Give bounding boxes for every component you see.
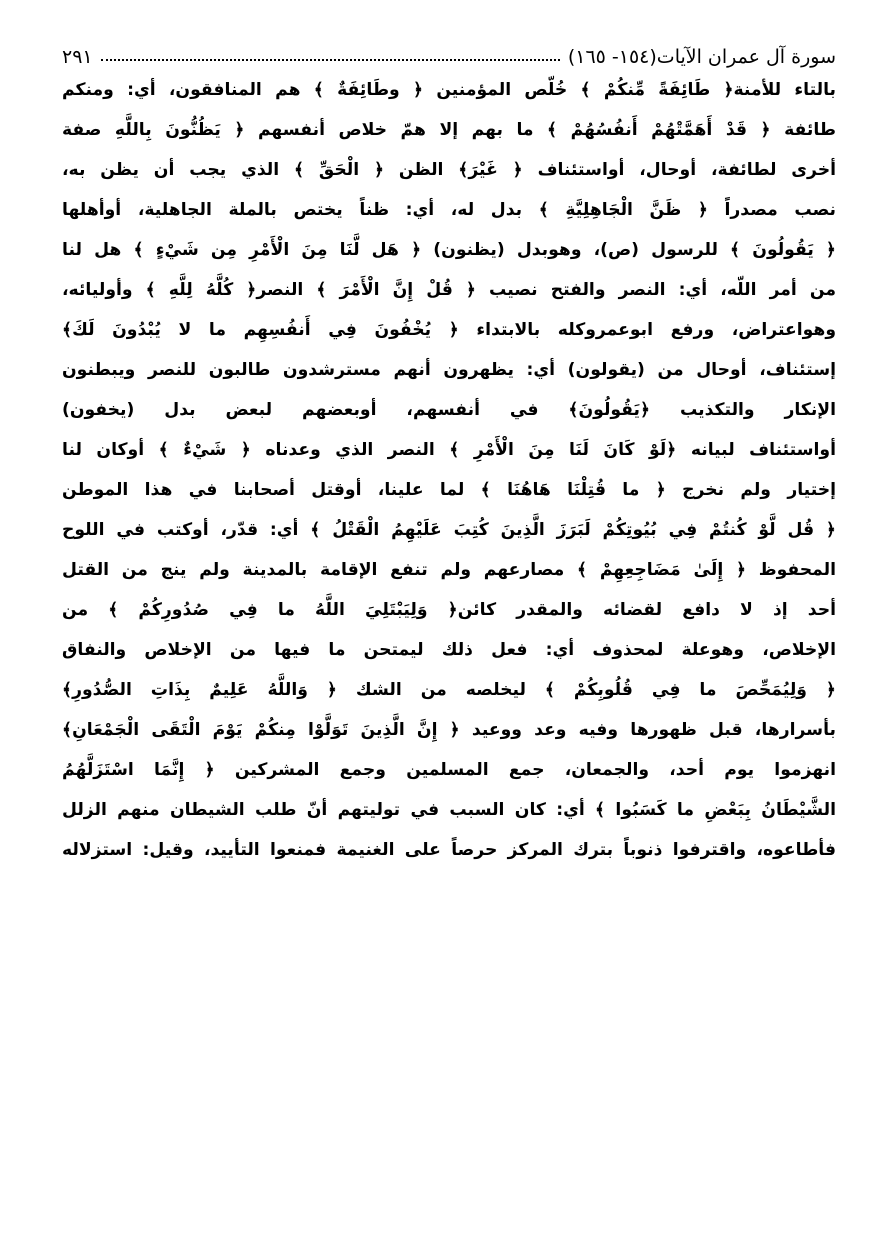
surah-header-title: سورة آل عمران الآيات(١٥٤- ١٦٥) <box>567 46 836 68</box>
text-line: ﴿ قُل لَّوْ كُنتُمْ فِي بُيُوتِكُمْ لَبَرَزَ الَّذِينَ كُتِبَ عَلَيْهِمُ الْقَتْلُ ﴾ أي: قدّر، أوكتب في اللوح <box>62 520 836 540</box>
text-line: إختيار ولم نخرج ﴿ ما قُتِلْنَا هَاهُنَا ﴾ لما علينا، أوقتل أصحابنا في هذا الموطن <box>62 480 836 500</box>
text-line: أواستئناف لبيانه ﴿لَوْ كَانَ لَنَا مِنَ الْأَمْرِ ﴾ النصر الذي وعدناه ﴿ شَيْءٌ ﴾ أوكان لنا <box>62 440 836 460</box>
text-line: بأسرارها، قبل ظهورها وفيه وعد ووعيد ﴿ إِنَّ الَّذِينَ تَوَلَّوْا مِنكُمْ يَوْمَ الْتَقَى الْجَمْعَانِ﴾ <box>62 720 836 740</box>
text-line: نصب مصدراً ﴿ ظَنَّ الْجَاهِلِيَّةِ ﴾ بدل له، أي: ظناً يختص بالملة الجاهلية، أوأهلها <box>62 200 836 220</box>
commentary-text <box>62 70 836 870</box>
text-line: من أمر اللّه، أي: النصر والفتح نصيب ﴿ قُلْ إِنَّ الْأَمْرَ ﴾ النصر﴿ كُلَّهُ لِلَّهِ ﴾ وأوليائه، <box>62 280 836 300</box>
text-line: فأطاعوه، واقترفوا ذنوباً بترك المركز حرصاً على الغنيمة فمنعوا التأييد، وقيل: استزلاله <box>62 840 836 860</box>
text-line: بالتاء للأمنة﴿ طَائِفَةً مِّنكُمْ ﴾ خُلّص المؤمنين ﴿ وطَائِفَةٌ ﴾ هم المنافقون، أي: ومنكم <box>62 80 836 100</box>
text-line: الشَّيْطَانُ بِبَعْضِ ما كَسَبُوا ﴾ أي: كان السبب في توليتهم أنّ طلب الشيطان منهم الزلل <box>62 800 836 820</box>
text-line: طائفة ﴿ قَدْ أَهَمَّتْهُمْ أَنفُسُهُمْ ﴾ ما بهم إلا همّ خلاص أنفسهم ﴿ يَظُنُّونَ بِاللَّهِ صفة <box>62 120 836 140</box>
header-dotted-leader <box>101 58 560 61</box>
page-number: ٢٩١ <box>62 46 93 68</box>
text-line: الإخلاص، وهوعلة لمحذوف أي: فعل ذلك ليمتحن ما فيها من الإخلاص والنفاق <box>62 640 836 660</box>
text-line: إستئناف، أوحال من (يقولون) أي: يظهرون أنهم مسترشدون طالبون للنصر ويبطنون <box>62 360 836 380</box>
text-line: أخرى لطائفة، أوحال، أواستئناف ﴿ غَيْرَ﴾ الظن ﴿ الْحَقِّ ﴾ الذي يجب أن يظن به، <box>62 160 836 180</box>
text-line: انهزموا يوم أحد، والجمعان، جمع المسلمين وجمع المشركين ﴿ إِنَّمَا اسْتَزَلَّهُمُ <box>62 760 836 780</box>
text-line: وهواعتراض، ورفع ابوعمروكله بالابتداء ﴿ يُخْفُونَ فِي أَنفُسِهِم ما لا يُبْدُونَ لَكَ﴾ <box>62 320 836 340</box>
text-line: ﴿ وَلِيُمَحِّصَ ما فِي قُلُوبِكُمْ ﴾ ليخلصه من الشك ﴿ وَاللَّهُ عَلِيمٌ بِذَاتِ الصُّدُورِ﴾ <box>62 680 836 700</box>
running-header <box>62 30 836 70</box>
text-line: ﴿ يَقُولُونَ ﴾ للرسول (ص)، وهوبدل (يظنون) ﴿ هَل لَّنَا مِنَ الْأَمْرِ مِن شَيْءٍ ﴾ هل لنا <box>62 240 836 260</box>
text-line: الإنكار والتكذيب ﴿يَقُولُونَ﴾ في أنفسهم، أوبعضهم لبعض بدل (يخفون) <box>62 400 836 420</box>
text-line: المحفوظ ﴿ إِلَىٰ مَضَاجِعِهِمْ ﴾ مصارعهم ولم تنفع الإقامة بالمدينة ولم ينج من القتل <box>62 560 836 580</box>
text-line: أحد إذ لا دافع لقضائه والمقدر كائن﴿ وَلِيَبْتَلِيَ اللَّهُ ما فِي صُدُورِكُمْ ﴾ من <box>62 600 836 620</box>
